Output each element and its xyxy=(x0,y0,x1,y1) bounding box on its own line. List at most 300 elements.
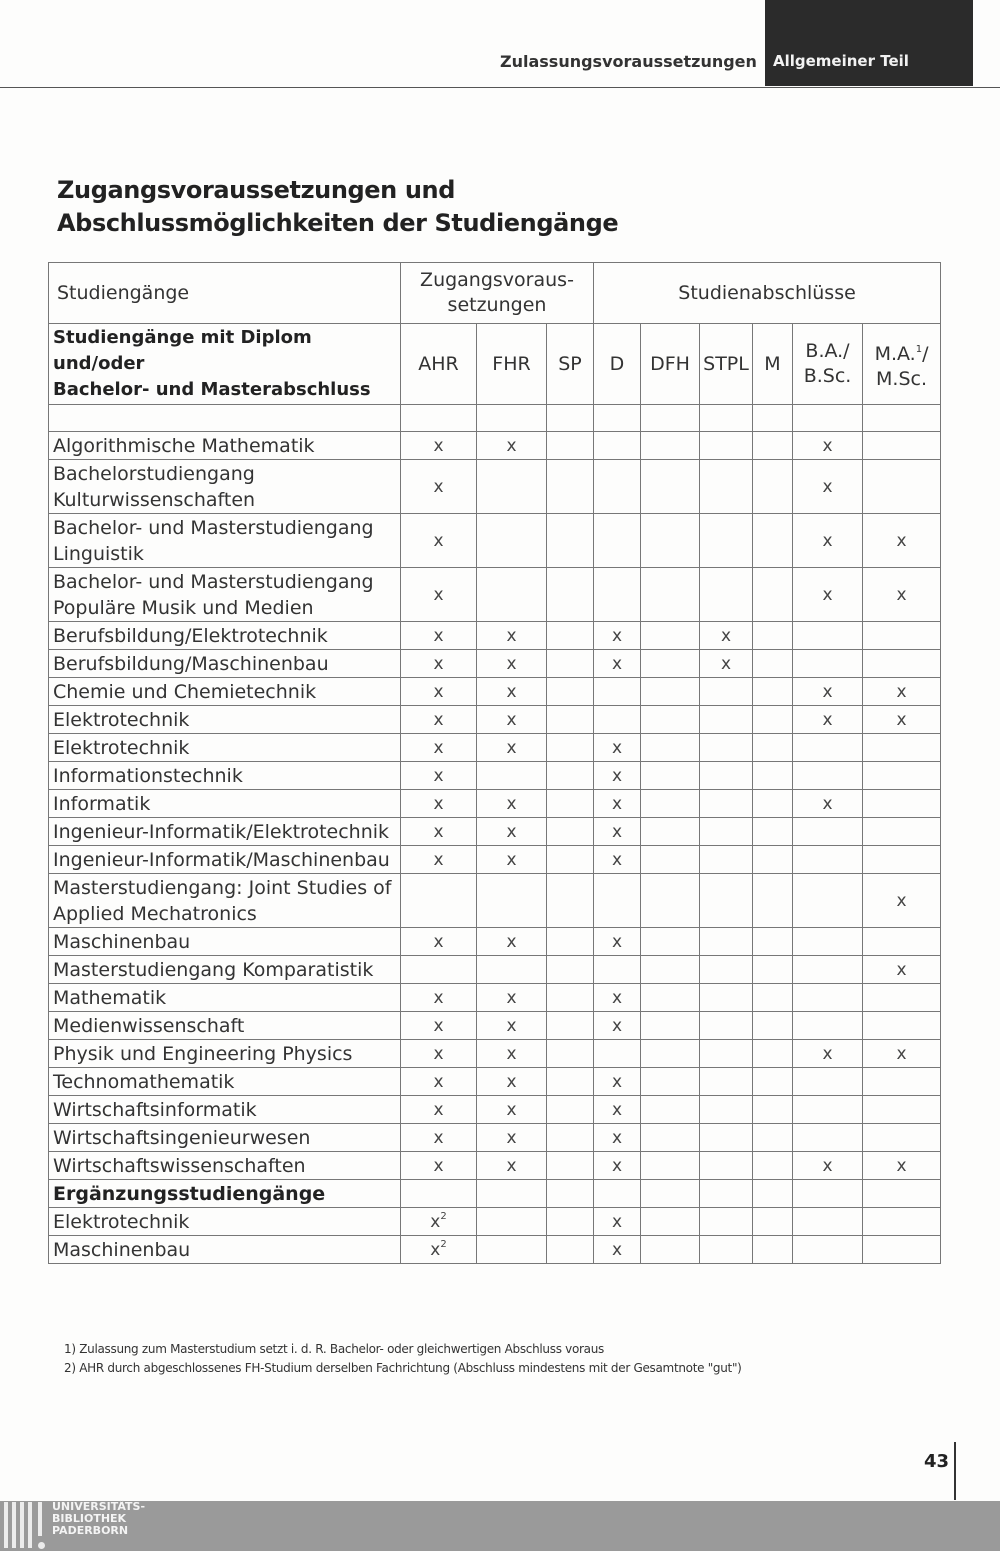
program-name: Wirtschaftsingenieurwesen xyxy=(49,1124,401,1152)
cell-mark: x xyxy=(896,530,907,551)
cell-fhr xyxy=(477,432,547,460)
table-row xyxy=(49,818,941,846)
library-name-line-2: BIBLIOTHEK xyxy=(52,1512,127,1525)
cell-stpl xyxy=(700,1068,753,1096)
cell-mark: x xyxy=(896,1043,907,1064)
table-row xyxy=(49,706,941,734)
cell-d xyxy=(594,1012,641,1040)
cell-ahr xyxy=(401,734,477,762)
cell-fhr xyxy=(477,706,547,734)
cell-ahr xyxy=(401,1236,477,1264)
col-ahr: AHR xyxy=(401,324,477,405)
cell-m xyxy=(753,1180,793,1208)
cell-mark: x xyxy=(433,931,444,952)
cell-d xyxy=(594,1208,641,1236)
cell-mark: x xyxy=(506,681,517,702)
cell-mark: x xyxy=(433,987,444,1008)
cell-fhr xyxy=(477,568,547,622)
cell-ahr xyxy=(401,706,477,734)
page-number-rule xyxy=(954,1442,956,1500)
cell-sp xyxy=(547,790,594,818)
cell-sp xyxy=(547,678,594,706)
library-footer-bar xyxy=(0,1501,1000,1551)
cell-mark: x xyxy=(611,1239,623,1260)
cell-ma xyxy=(863,984,941,1012)
cell-mark: x xyxy=(611,987,623,1008)
header-studienabschluesse: Studienabschlüsse xyxy=(594,263,941,324)
cell-ahr xyxy=(401,956,477,984)
table-row xyxy=(49,1180,941,1208)
cell-m xyxy=(753,568,793,622)
cell-m xyxy=(753,678,793,706)
table-row xyxy=(49,1068,941,1096)
cell-dfh xyxy=(641,1180,700,1208)
cell-sp xyxy=(547,650,594,678)
footnote-1: 1) Zulassung zum Masterstudium setzt i. d. R. Bachelor- oder gleichwertigen Abschluss voraus xyxy=(64,1342,604,1356)
cell-mark: x xyxy=(720,625,732,646)
cell-stpl xyxy=(700,1040,753,1068)
cell-mark: x xyxy=(433,625,444,646)
cell-ahr xyxy=(401,514,477,568)
cell-fhr xyxy=(477,622,547,650)
cell-fhr xyxy=(477,1068,547,1096)
col-ma-prefix: M.A. xyxy=(874,342,916,365)
cell-sp xyxy=(547,762,594,790)
col-dfh: DFH xyxy=(641,324,700,405)
col-sp: SP xyxy=(547,324,594,405)
cell-ahr xyxy=(401,1208,477,1236)
cell-d xyxy=(594,734,641,762)
cell-dfh xyxy=(641,984,700,1012)
footnote-ref: 2 xyxy=(440,1211,447,1222)
cell-ba xyxy=(793,514,863,568)
cell-fhr xyxy=(477,874,547,928)
cell-mark: x xyxy=(506,737,517,758)
cell-ba xyxy=(793,1012,863,1040)
cell-stpl xyxy=(700,1124,753,1152)
cell-ba xyxy=(793,1208,863,1236)
cell-stpl xyxy=(700,874,753,928)
cell-mark: x xyxy=(433,737,444,758)
cell-sp xyxy=(547,734,594,762)
group-heading: Ergänzungsstudiengänge xyxy=(49,1180,401,1208)
cell-mark: x xyxy=(611,931,623,952)
cell-mark: x xyxy=(896,890,907,911)
cell-ma xyxy=(863,1040,941,1068)
cell-dfh xyxy=(641,1096,700,1124)
cell-d xyxy=(594,846,641,874)
cell-ahr xyxy=(401,1068,477,1096)
cell-fhr xyxy=(477,1152,547,1180)
cell-stpl xyxy=(700,762,753,790)
cell-mark: x xyxy=(822,1155,833,1176)
cell-sp xyxy=(547,706,594,734)
cell-ma xyxy=(863,432,941,460)
cell-ma xyxy=(863,1152,941,1180)
cell-mark: x xyxy=(822,435,833,456)
cell-m xyxy=(753,734,793,762)
cell-sp xyxy=(547,622,594,650)
cell-sp xyxy=(547,818,594,846)
cell-mark: x xyxy=(433,1155,444,1176)
cell-dfh xyxy=(641,734,700,762)
header-zugangsvoraussetzungen xyxy=(401,263,594,324)
cell-ahr xyxy=(401,928,477,956)
cell-ba xyxy=(793,928,863,956)
col-ma-msc xyxy=(863,324,941,405)
cell-stpl xyxy=(700,706,753,734)
cell-fhr xyxy=(477,650,547,678)
cell-mark: x xyxy=(611,1211,623,1232)
cell-sp xyxy=(547,460,594,514)
table-row xyxy=(49,514,941,568)
cell-mark: x xyxy=(611,1015,623,1036)
cell-ba xyxy=(793,956,863,984)
cell-ba xyxy=(793,1068,863,1096)
section-tab: Allgemeiner Teil xyxy=(765,0,973,86)
cell-mark: x xyxy=(433,530,444,551)
cell-mark: x xyxy=(433,476,444,497)
cell-ba xyxy=(793,762,863,790)
cell-fhr xyxy=(477,1236,547,1264)
cell-d xyxy=(594,650,641,678)
cell-dfh xyxy=(641,1040,700,1068)
cell-fhr xyxy=(477,678,547,706)
cell-ma xyxy=(863,1236,941,1264)
cell-ma xyxy=(863,622,941,650)
cell-sp xyxy=(547,956,594,984)
cell-stpl xyxy=(700,1208,753,1236)
cell-ba xyxy=(793,734,863,762)
cell-mark: x xyxy=(433,1015,444,1036)
cell-dfh xyxy=(641,622,700,650)
cell-fhr xyxy=(477,762,547,790)
cell-stpl xyxy=(700,956,753,984)
cell-m xyxy=(753,1236,793,1264)
table-row xyxy=(49,432,941,460)
program-name: Informatik xyxy=(49,790,401,818)
table-row xyxy=(49,790,941,818)
cell-mark: x xyxy=(506,1155,517,1176)
page-title xyxy=(57,174,618,240)
library-logo-icon xyxy=(4,1502,48,1550)
cell-m xyxy=(753,1124,793,1152)
cell-sp xyxy=(547,1012,594,1040)
cell-m xyxy=(753,1208,793,1236)
cell-ma xyxy=(863,874,941,928)
cell-mark: x xyxy=(506,709,517,730)
cell-dfh xyxy=(641,460,700,514)
cell-ahr xyxy=(401,568,477,622)
program-name: Elektrotechnik xyxy=(49,706,401,734)
program-name: Masterstudiengang: Joint Studies of Applied Mechatronics xyxy=(49,874,401,928)
page-number: 43 xyxy=(924,1451,950,1472)
cell-ma xyxy=(863,706,941,734)
cell-m xyxy=(753,928,793,956)
cell-mark: x xyxy=(896,1155,907,1176)
cell-stpl xyxy=(700,432,753,460)
cell-stpl xyxy=(700,928,753,956)
program-name: Bachelorstudiengang Kulturwissenschaften xyxy=(49,460,401,514)
cell-d xyxy=(594,790,641,818)
program-name: Maschinenbau xyxy=(49,1236,401,1264)
col-d: D xyxy=(594,324,641,405)
cell-stpl xyxy=(700,514,753,568)
cell-stpl xyxy=(700,1152,753,1180)
cell-dfh xyxy=(641,706,700,734)
cell-fhr xyxy=(477,1208,547,1236)
cell-mark: x xyxy=(822,681,833,702)
cell-d xyxy=(594,928,641,956)
cell-ba xyxy=(793,1236,863,1264)
footnote-ref: 2 xyxy=(440,1239,447,1250)
cell-fhr xyxy=(477,984,547,1012)
program-name: Wirtschaftswissenschaften xyxy=(49,1152,401,1180)
cell-sp xyxy=(547,1124,594,1152)
cell-mark: x xyxy=(611,1099,623,1120)
col-ma-footnote-ref: 1 xyxy=(915,343,923,355)
cell-mark: x xyxy=(822,530,833,551)
cell-mark: x xyxy=(433,821,444,842)
table-body xyxy=(49,432,941,1264)
cell-ma xyxy=(863,678,941,706)
cell-mark: x xyxy=(506,987,517,1008)
program-name: Bachelor- und Masterstudiengang Linguistik xyxy=(49,514,401,568)
page-title-line-1: Zugangsvoraussetzungen und xyxy=(57,176,455,204)
degree-table xyxy=(48,262,940,1264)
cell-sp xyxy=(547,846,594,874)
cell-mark: x xyxy=(611,793,623,814)
cell-ma xyxy=(863,928,941,956)
cell-dfh xyxy=(641,956,700,984)
cell-mark: x xyxy=(822,1043,833,1064)
cell-mark: x xyxy=(506,625,517,646)
cell-d xyxy=(594,874,641,928)
table-row xyxy=(49,650,941,678)
cell-stpl xyxy=(700,818,753,846)
cell-d xyxy=(594,984,641,1012)
cell-m xyxy=(753,874,793,928)
cell-fhr xyxy=(477,460,547,514)
cell-mark: x xyxy=(611,625,623,646)
cell-stpl xyxy=(700,790,753,818)
cell-d xyxy=(594,1180,641,1208)
table-row xyxy=(49,846,941,874)
cell-mark: x xyxy=(611,737,623,758)
cell-stpl xyxy=(700,1012,753,1040)
program-name: Chemie und Chemietechnik xyxy=(49,678,401,706)
program-name: Mathematik xyxy=(49,984,401,1012)
cell-ma xyxy=(863,514,941,568)
cell-mark: x xyxy=(506,1099,517,1120)
cell-dfh xyxy=(641,874,700,928)
cell-dfh xyxy=(641,1012,700,1040)
cell-ma xyxy=(863,1096,941,1124)
cell-mark: x xyxy=(433,793,444,814)
col-ma-line-1 xyxy=(864,337,939,367)
program-name: Technomathematik xyxy=(49,1068,401,1096)
cell-dfh xyxy=(641,846,700,874)
cell-mark: x xyxy=(433,849,444,870)
cell-m xyxy=(753,622,793,650)
cell-sp xyxy=(547,1152,594,1180)
cell-d xyxy=(594,568,641,622)
cell-mark: x xyxy=(433,765,444,786)
page-title-line-2: Abschlussmöglichkeiten der Studiengänge xyxy=(57,209,619,237)
cell-ma xyxy=(863,650,941,678)
cell-stpl xyxy=(700,1180,753,1208)
cell-mark: x xyxy=(611,1155,623,1176)
table-row xyxy=(49,1124,941,1152)
cell-ma xyxy=(863,1068,941,1096)
cell-ma xyxy=(863,956,941,984)
cell-mark: x xyxy=(430,1212,441,1232)
cell-d xyxy=(594,956,641,984)
table-row xyxy=(49,874,941,928)
table-row xyxy=(49,460,941,514)
footnotes xyxy=(64,1340,742,1378)
cell-sp xyxy=(547,1180,594,1208)
cell-mark: x xyxy=(433,653,444,674)
cell-d xyxy=(594,706,641,734)
cell-ahr xyxy=(401,1152,477,1180)
cell-mark: x xyxy=(506,821,517,842)
table-row xyxy=(49,1096,941,1124)
cell-fhr xyxy=(477,928,547,956)
cell-ba xyxy=(793,1180,863,1208)
cell-ma xyxy=(863,568,941,622)
cell-ahr xyxy=(401,818,477,846)
cell-d xyxy=(594,432,641,460)
col-stpl: STPL xyxy=(700,324,753,405)
cell-ma xyxy=(863,762,941,790)
table-row xyxy=(49,1208,941,1236)
cell-ahr xyxy=(401,460,477,514)
cell-mark: x xyxy=(433,681,444,702)
cell-dfh xyxy=(641,1124,700,1152)
cell-dfh xyxy=(641,514,700,568)
cell-ma xyxy=(863,1012,941,1040)
cell-ma xyxy=(863,846,941,874)
cell-ahr xyxy=(401,1096,477,1124)
cell-ma xyxy=(863,460,941,514)
cell-ma xyxy=(863,1180,941,1208)
cell-mark: x xyxy=(611,1071,623,1092)
cell-stpl xyxy=(700,650,753,678)
table-row xyxy=(49,1152,941,1180)
cell-m xyxy=(753,1012,793,1040)
subheader-line-2: Bachelor- und Masterabschluss xyxy=(53,379,371,400)
program-name: Berufsbildung/Elektrotechnik xyxy=(49,622,401,650)
header-studiengaenge: Studiengänge xyxy=(49,263,401,324)
program-name: Medienwissenschaft xyxy=(49,1012,401,1040)
cell-mark: x xyxy=(506,1127,517,1148)
table-row xyxy=(49,1012,941,1040)
program-name: Maschinenbau xyxy=(49,928,401,956)
cell-sp xyxy=(547,1040,594,1068)
subheader-diplom-bachelor-master xyxy=(49,324,401,405)
cell-dfh xyxy=(641,432,700,460)
cell-m xyxy=(753,818,793,846)
cell-sp xyxy=(547,1236,594,1264)
cell-mark: x xyxy=(611,765,623,786)
cell-ma xyxy=(863,790,941,818)
cell-mark: x xyxy=(433,584,444,605)
table-row xyxy=(49,568,941,622)
cell-ma xyxy=(863,1208,941,1236)
cell-mark: x xyxy=(433,1127,444,1148)
cell-mark: x xyxy=(822,584,833,605)
table-row xyxy=(49,622,941,650)
program-name: Informationstechnik xyxy=(49,762,401,790)
cell-ma xyxy=(863,818,941,846)
cell-ahr xyxy=(401,1040,477,1068)
cell-ba xyxy=(793,678,863,706)
cell-m xyxy=(753,514,793,568)
cell-ahr xyxy=(401,650,477,678)
cell-ahr xyxy=(401,984,477,1012)
cell-sp xyxy=(547,1208,594,1236)
table-row xyxy=(49,734,941,762)
program-name: Elektrotechnik xyxy=(49,1208,401,1236)
cell-ba xyxy=(793,846,863,874)
table-row xyxy=(49,1040,941,1068)
program-name: Physik und Engineering Physics xyxy=(49,1040,401,1068)
cell-ba xyxy=(793,622,863,650)
cell-fhr xyxy=(477,956,547,984)
cell-dfh xyxy=(641,818,700,846)
cell-mark: x xyxy=(506,1071,517,1092)
cell-stpl xyxy=(700,678,753,706)
cell-fhr xyxy=(477,514,547,568)
cell-ahr xyxy=(401,1124,477,1152)
cell-dfh xyxy=(641,568,700,622)
cell-sp xyxy=(547,432,594,460)
cell-ahr xyxy=(401,1012,477,1040)
cell-sp xyxy=(547,874,594,928)
cell-ba xyxy=(793,568,863,622)
header-rule xyxy=(0,87,1000,88)
cell-fhr xyxy=(477,1180,547,1208)
cell-ba xyxy=(793,874,863,928)
cell-sp xyxy=(547,1096,594,1124)
cell-mark: x xyxy=(896,681,907,702)
cell-d xyxy=(594,460,641,514)
cell-d xyxy=(594,762,641,790)
cell-m xyxy=(753,706,793,734)
cell-mark: x xyxy=(896,584,907,605)
cell-d xyxy=(594,678,641,706)
col-ba-line-1: B.A./ xyxy=(805,340,850,362)
cell-ahr xyxy=(401,762,477,790)
cell-stpl xyxy=(700,734,753,762)
cell-m xyxy=(753,1096,793,1124)
table-row xyxy=(49,984,941,1012)
cell-mark: x xyxy=(896,709,907,730)
cell-m xyxy=(753,1040,793,1068)
table-row xyxy=(49,956,941,984)
cell-ba xyxy=(793,1124,863,1152)
cell-sp xyxy=(547,928,594,956)
subheader-line-1: Studiengänge mit Diplom und/oder xyxy=(53,327,312,374)
cell-dfh xyxy=(641,1068,700,1096)
cell-dfh xyxy=(641,1208,700,1236)
cell-d xyxy=(594,1040,641,1068)
running-title: Zulassungsvoraussetzungen xyxy=(500,52,757,71)
cell-mark: x xyxy=(822,476,833,497)
library-name-line-3: PADERBORN xyxy=(52,1524,129,1537)
cell-d xyxy=(594,1068,641,1096)
